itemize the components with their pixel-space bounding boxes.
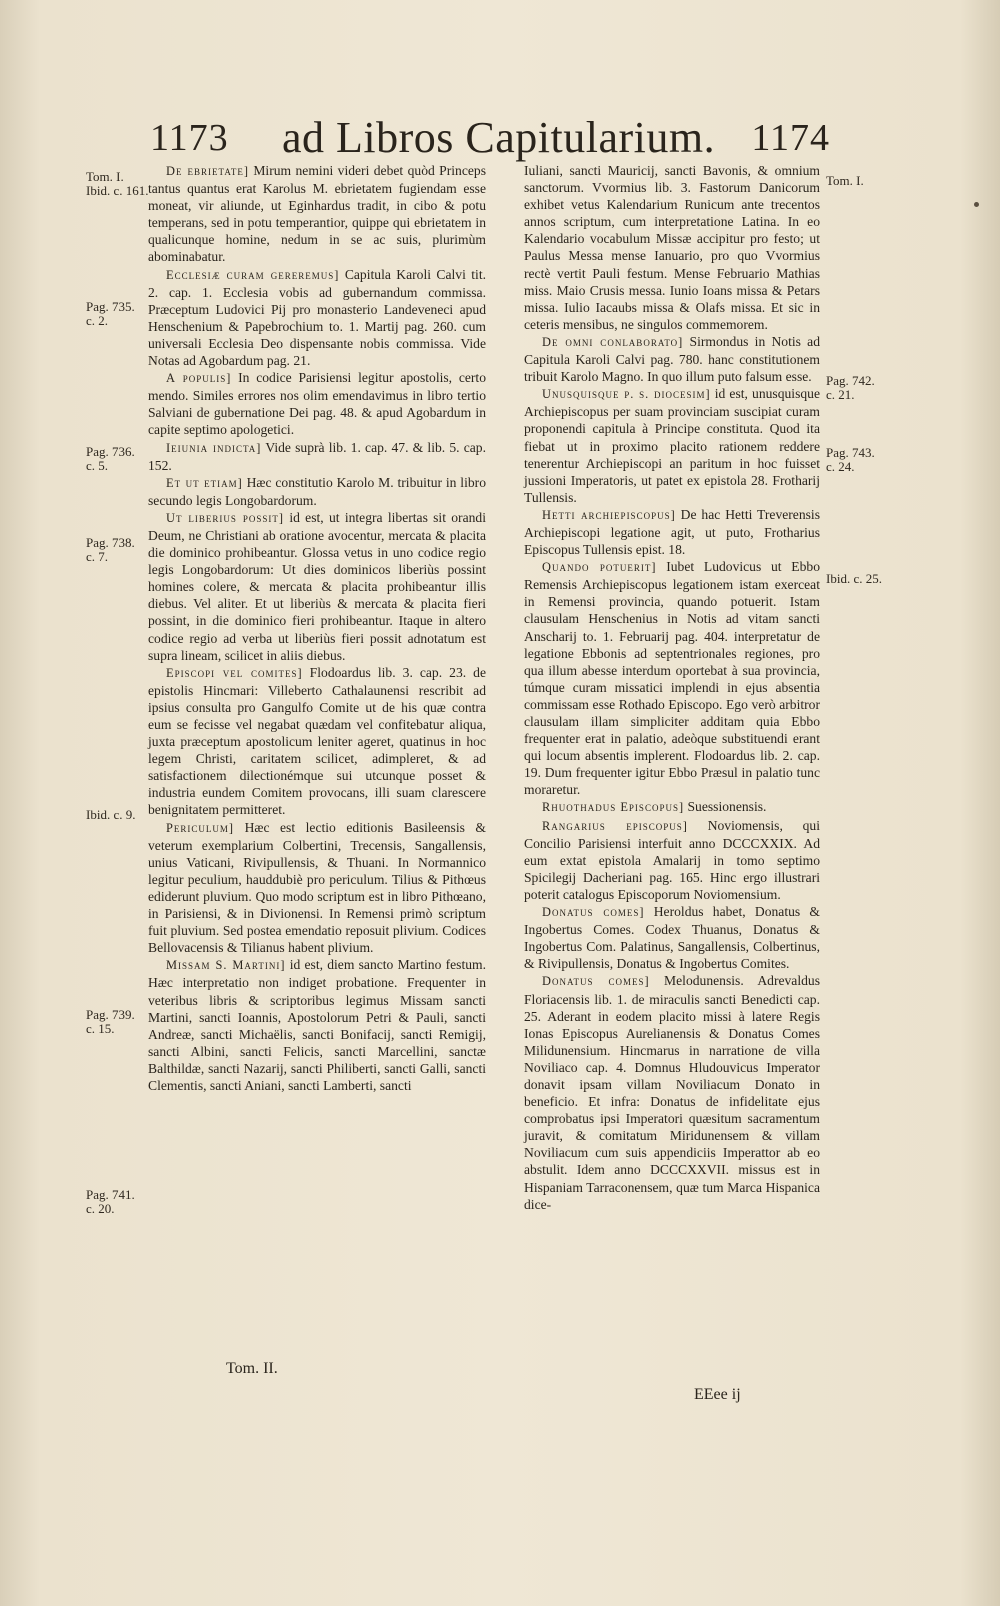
lemma: Rangarius episcopus] <box>542 818 688 833</box>
ink-spot <box>974 202 979 207</box>
margin-reference: Pag. 739. c. 15. <box>86 1007 135 1036</box>
paragraph-text: Noviomensis, qui Concilio Parisiensi interfuit anno DCCCXXIX. Ad eum extat epistola Amalarij in tomo septimo Spicilegij Dacheriani pag. 165. Hinc ergo illustrari poterit catalogus Episcoporum Noviomensium. <box>524 817 820 902</box>
paragraph-text: Melodunensis. Adrevaldus Floriacensis lib. 1. de miraculis sancti Benedicti cap. 25. Aderant in eodem placito missi à latere Regis Ionas Episcopus Aurelianensis & Donatus Comes Milidunensium. Hincmarus in narratione de villa Noviliaco cap. 4. Domnus Hludouvicus Imperator donavit ipsam villam Noviliacum Donato in beneficio. Et infra: Donatus de infidelitate ejus comprobatus ipsi Imperatori quæsitum sacramentum juravit, & comitatum Miridunensem & villam Noviliacum cum suis appendiciis Imperattor ab eo abstulit. Idem anno DCCCXXVII. missus est in Hispaniam Tarraconensem, quæ tum Marca Hispanica dice- <box>524 973 821 1212</box>
margin-reference: Tom. I. <box>826 173 864 188</box>
paragraph-text: In codice Parisiensi legitur apostolis, certo mendo. Similes errores nos olim emendavimus in libro tertio Salviani de gubernatione Dei pag. 48. & apud Agobardum in capite septimo apologetici. <box>148 370 487 438</box>
lemma: Donatus comes] <box>542 905 645 920</box>
paragraph <box>148 956 486 1094</box>
margin-reference: Pag. 743. c. 24. <box>826 445 875 474</box>
lemma: A populis] <box>166 371 232 386</box>
paragraph-text: Flodoardus lib. 3. cap. 23. de epistolis Hincmari: Villeberto Cathalaunensi rescribit ad ipsius consulta pro Gangulfo Comite ut de his quæ contra eum se fecisse vel negabat quædam vel confitebatur aliqua, juxta præceptum apostolicum leniter ageret, quatinus in hoc legem Christi, caritatem scilicet, adimpleret, & ad satisfactionem dilectionémque sui utcunque posset & industria eundem Comitem provocans, illi suam clarescere benignitatem permitteret. <box>148 664 486 818</box>
margin-reference: Pag. 736. c. 5. <box>86 444 135 473</box>
lemma: De omni conlaborato] <box>542 334 684 349</box>
paragraph <box>524 798 820 816</box>
paragraph <box>148 162 486 266</box>
paragraph-text: Suessionensis. <box>684 799 767 815</box>
paragraph-text: De hac Hetti Treverensis Archiepiscopi legatione agit, ut puto, Frotharius Episcopus Tullensis epist. 18. <box>524 506 820 558</box>
paragraph <box>524 162 820 333</box>
paragraph <box>148 439 486 474</box>
footer-signature: EEee ij <box>694 1386 741 1403</box>
lemma: Missam S. Martini] <box>166 958 286 973</box>
paragraph-text: Hæc constitutio Karolo M. tribuitur in libro secundo legis Longobardorum. <box>148 474 486 508</box>
paragraph-text: id est, diem sancto Martino festum. Hæc interpretatio non indiget probatione. Frequenter in veteribus libris & scriptoribus legimus Missam sancti Martini, sancti Ioannis, Apostolorum Petri & Pauli, sancti Andreæ, sancti Michaëlis, sancti Bonifacij, sancti Remigij, sancti Albini, sancti Felicis, sancti Marcellini, sanctæ Balthildæ, sancti Nazarij, sancti Philiberti, sancti Galli, sancti Clementis, sancti Aniani, sancti Lamberti, sancti <box>148 957 486 1093</box>
paragraph <box>148 266 486 370</box>
paragraph <box>148 474 486 509</box>
lemma: Hetti archiepiscopus] <box>542 507 676 522</box>
margin-reference: Pag. 742. c. 21. <box>826 373 875 402</box>
lemma: Donatus comes] <box>542 974 650 989</box>
paragraph <box>524 817 820 903</box>
page-number-left: 1173 <box>150 117 229 159</box>
paragraph <box>524 558 820 798</box>
paragraph <box>524 385 820 506</box>
paragraph-text: Hæc est lectio editionis Basileensis & veterum exemplarium Colbertini, Trecensis, Sangallensis, unius Vaticani, Rivipullensis, & Thuani. In Normannico legitur peculium, hauddubiè pro periculum. Tilius & Pithœus ediderunt pluvium. Quo modo scriptum est in libro Pithœano, in Parisiensi, & in Divionensi. In Remensi primò scriptum fuit pluvium. Sed postea emendatio reposuit plivium. Codices Bellovacensis & Tilianus habent plivium. <box>148 819 486 956</box>
paragraph-text: id est, ut integra libertas sit orandi Deum, ne Christiani ab oratione avocentur, mercata & placita die dominico prohibeantur. Glossa vetus in uno codice regio legis Longobardorum: Ut dies dominicos liberiùs possint homines colere, & mercata & placita prohibeantur illis diebus. Vel aliter. Et ut liberiùs & mercata & placita fieri possint, in die dominico fieri prohibeantur. Itaque in altero codice regio ad verba ut liberiùs fieri possit adnotatum est supra lineam, scilicet in aliis diebus. <box>148 509 486 663</box>
lemma: Periculum] <box>166 820 235 835</box>
right-text-column <box>524 162 820 1213</box>
lemma: De ebrietate] <box>166 164 249 178</box>
lemma: Episcopi vel comites] <box>166 665 303 680</box>
paragraph <box>148 369 486 438</box>
page-number-right: 1174 <box>751 117 830 159</box>
lemma: Rhuothadus Episcopus] <box>542 800 685 815</box>
paragraph-text: id est, unusquisque Archiepiscopus per suam provinciam suscipiat curam proponendi capitula à Principe constituta. Quod ita fiebat ut in proximo placito rationem reddere tenerentur Archiepiscopi an paritum in hoc fuisset jussioni Imperatoris, ut patet ex epistola 28. Frotharij Tullensis. <box>524 386 820 505</box>
margin-reference: Pag. 735. c. 2. <box>86 299 135 328</box>
paragraph <box>148 819 486 957</box>
margin-reference: Ibid. c. 25. <box>826 571 882 586</box>
lemma: Et ut etiam] <box>166 475 243 490</box>
margin-reference: Tom. I. Ibid. c. 161. <box>86 169 149 198</box>
paragraph-text: Mirum nemini videri debet quòd Princeps tantus quantus erat Karolus M. ebrietatem fugiendam esse moneat, vir aliunde, ut Eginhardus tradit, in cibo & potu temperans, sed in potu temperantior, quippe qui ebrietatem in qualicunque homine, nedum in se ac suis, plurimùm abominabatur. <box>148 163 486 265</box>
paragraph <box>524 506 820 558</box>
paragraph-text: Iubet Ludovicus ut Ebbo Remensis Archiepiscopus legationem istam exerceat in Remensi provincia, quando potuerit. Istam clausulam Henschenius in Notis ad vitam sancti Anscharij to. 1. Februarij pag. 404. interpretatur de legatione Ebbonis ad septentrionales regiones, pro qua illum abesse interdum oportebat à sua provincia, túmque curam missatici implendi in ejus absentia commissam esse Rothado Episcopo. Ego verò arbitror clausulam illam simpliciter additam quia Ebbo frequenter erat in palatio, adeòque substituendi erant qui locum absentis implerent. Flodoardus lib. 2. cap. 19. Dum frequenter igitur Ebbo Præsul in palatio tunc moraretur. <box>524 559 820 798</box>
paragraph-text: Sirmondus in Notis ad Capitula Karoli Calvi pag. 780. hanc constitutionem tribuit Karolo Magno. In quo illum puto falsum esse. <box>524 333 820 385</box>
left-text-column <box>148 162 486 1094</box>
paragraph <box>524 972 820 1212</box>
lemma: Quando potuerit] <box>542 560 657 575</box>
paragraph-text: Heroldus habet, Donatus & Ingobertus Comes. Codex Thuanus, Donatus & Ingobertus Com. Palatinus, Sangallensis, Colbertinus, & Rivipullensis, Donatus & Ingobertus Comites. <box>524 904 820 972</box>
margin-reference: Pag. 741. c. 20. <box>86 1187 135 1216</box>
paragraph <box>524 903 820 972</box>
lemma: Ieiunia indicta] <box>166 440 262 455</box>
lemma: Ut liberius possit] <box>166 510 285 525</box>
lemma: Unusquisque p. s. diocesim] <box>542 387 711 402</box>
footer-volume: Tom. II. <box>226 1360 278 1377</box>
paragraph <box>148 664 486 819</box>
paragraph-text: Iuliani, sancti Mauricij, sancti Bavonis, & omnium sanctorum. Vvormius lib. 3. Fastorum Danicorum exhibet vetus Kalendarium Runicum ante trecentos annos scriptum, cum interpretatione Latina. In eo Kalendario vocabulum Missæ accipitur pro festo; ut Paulus Messa mense Ianuario, pro quo Vvormius rectè vertit Pauli festum. Mense Februario Mathias miss. Maio Crusis messa. Iunio Ioans missa & Petars missa. Iulio Iacaubs missa & Olafs missa. Et sic in ceteris mensibus, ne singulos commemorem. <box>524 163 820 332</box>
running-title: ad Libros Capitularium. <box>282 113 716 162</box>
lemma: Ecclesiæ curam gereremus] <box>166 267 340 282</box>
margin-reference: Ibid. c. 9. <box>86 807 136 822</box>
margin-reference: Pag. 738. c. 7. <box>86 535 135 564</box>
paragraph <box>148 509 486 664</box>
paragraph-text: Capitula Karoli Calvi tit. 2. cap. 1. Ecclesia vobis ad gubernandum commissa. Præceptum Ludovici Pij pro monasterio Landeveneci apud Henschenium & Papebrochium to. 1. Martij pag. 260. cum universali Ecclesia Deo dispensante nobis commissa. Vide Notas ad Agobardum pag. 21. <box>148 266 486 369</box>
paragraph <box>524 333 820 385</box>
paragraph-text: Vide suprà lib. 1. cap. 47. & lib. 5. cap. 152. <box>148 439 486 473</box>
